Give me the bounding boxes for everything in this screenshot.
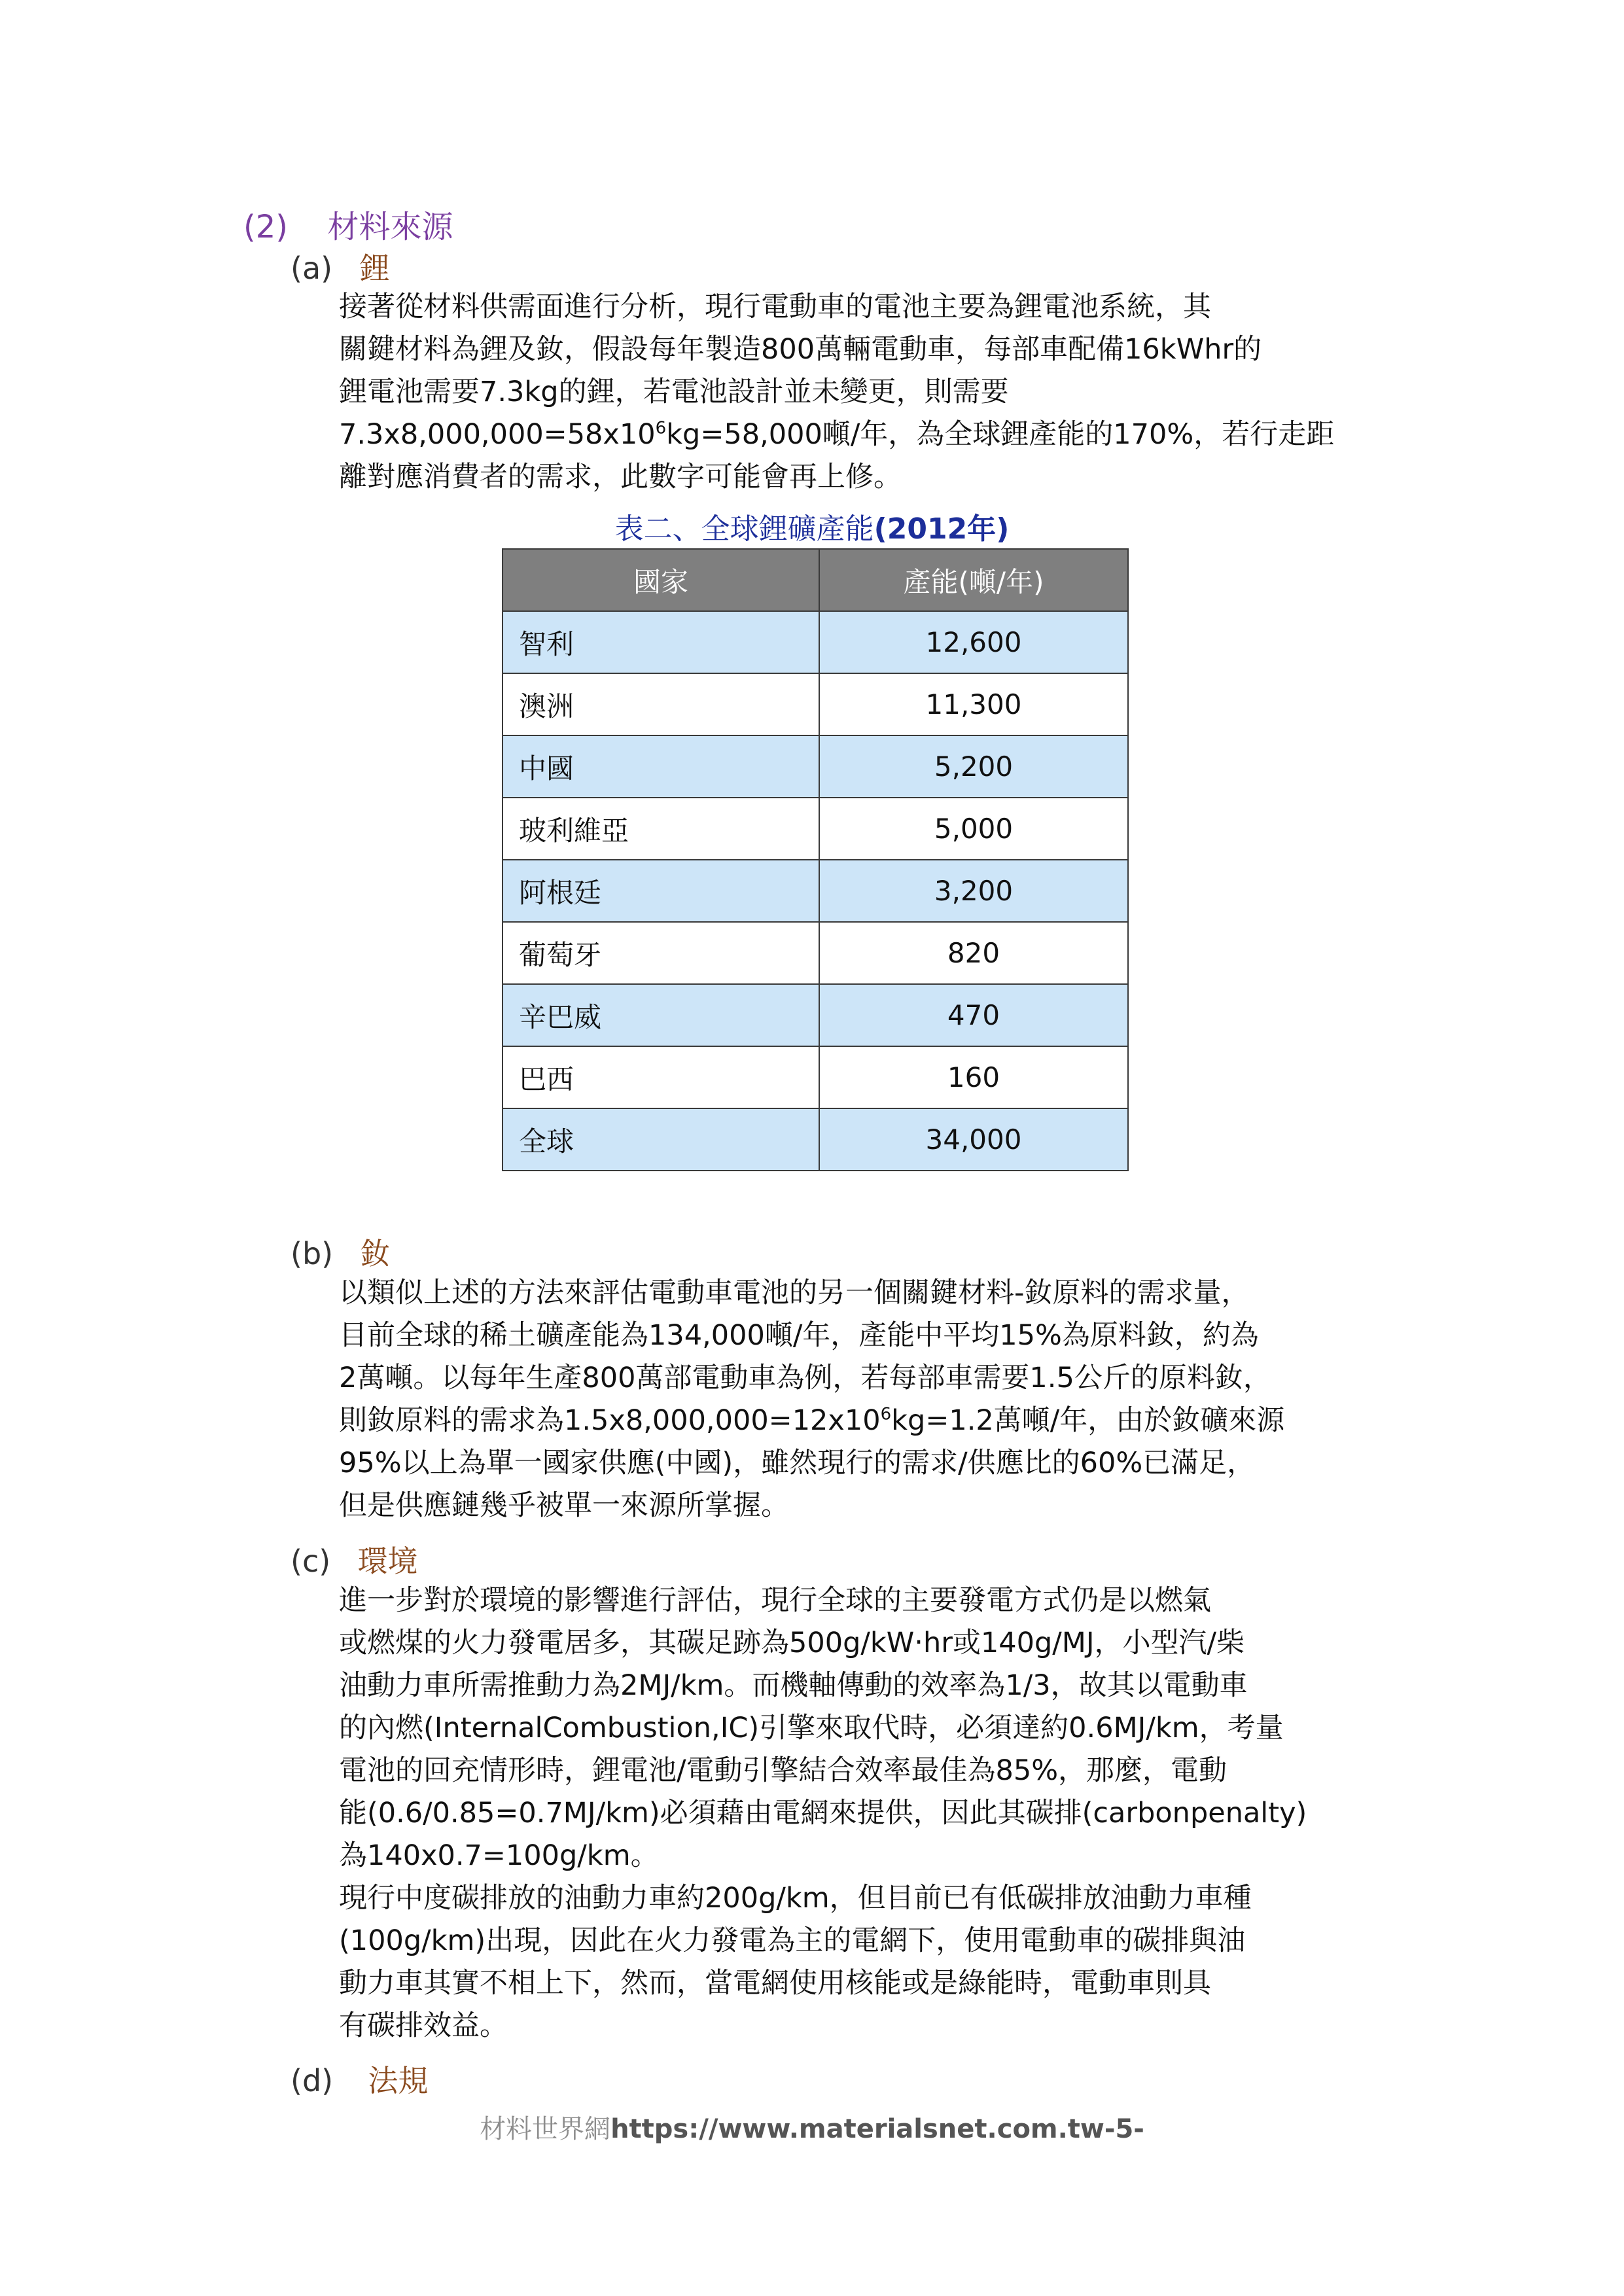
exponent: 6: [655, 418, 667, 438]
value-cell: 470: [819, 984, 1128, 1046]
footer-url[interactable]: https://www.materialsnet.com.tw: [610, 2114, 1104, 2144]
subsection-marker: (d): [291, 2063, 334, 2098]
paragraph-line: 電池的回充情形時，鋰電池/電動引擎結合效率最佳為85%，那麼，電動: [339, 1754, 1227, 1787]
section-number: (2): [243, 209, 288, 245]
table-row: [503, 922, 1128, 984]
table-row: [503, 611, 1128, 673]
paragraph-line: 95%以上為單一國家供應(中國)，雖然現行的需求/供應比的60%已滿足，: [339, 1447, 1256, 1479]
header-capacity: 產能(噸/年): [819, 549, 1128, 611]
paragraph-line: 的內燃(InternalCombustion,IC)引擎來取代時，必須達約0.6MJ/km，考量: [339, 1712, 1284, 1744]
subsection-neodymium-heading: [291, 1230, 390, 1273]
table-row: [503, 735, 1128, 798]
country-cell: 中國: [503, 735, 819, 798]
paragraph-line: 目前全球的稀土礦產能為134,000噸/年，產能中平均15%為原料釹，約為: [339, 1319, 1259, 1352]
paragraph-line: [339, 414, 1334, 456]
paragraph-line: 或燃煤的火力發電居多，其碳足跡為500g/kW‧hr或140g/MJ，小型汽/柴: [339, 1627, 1244, 1659]
value-cell: 820: [819, 922, 1128, 984]
footer-site-name: 材料世界網: [480, 2114, 611, 2144]
section-heading: [243, 202, 453, 247]
formula-text: 7.3x8,000,000=58x10: [339, 418, 656, 451]
lithium-paragraph: [339, 286, 1334, 499]
table-row-total: [503, 1108, 1128, 1171]
paragraph-line: (100g/km)出現，因此在火力發電為主的電網下，使用電動車的碳排與油: [339, 1924, 1246, 1957]
header-country: 國家: [503, 549, 819, 611]
subsection-title: 鋰: [359, 251, 390, 286]
formula-text: kg=58,000噸/年，為全球鋰產能的170%，若行走距: [666, 418, 1335, 451]
table-row: [503, 673, 1128, 735]
subsection-marker: (b): [291, 1236, 334, 1271]
paragraph-line: 有碳排效益。: [339, 2009, 508, 2042]
neodymium-paragraph: [339, 1272, 1284, 1527]
paragraph-line: [339, 1400, 1284, 1442]
value-cell: 12,600: [819, 611, 1128, 673]
subsection-title: 環境: [357, 1544, 418, 1579]
table-caption-prefix: 表二、全球鋰礦產能: [614, 512, 874, 546]
formula-text: 則釹原料的需求為1.5x8,000,000=12x10: [339, 1404, 881, 1437]
paragraph-line: 接著從材料供需面進行分析，現行電動車的電池主要為鋰電池系統，其: [339, 291, 1211, 323]
table-row: [503, 984, 1128, 1046]
table-row: [503, 1046, 1128, 1108]
subsection-marker: (a): [291, 251, 333, 286]
paragraph-line: 現行中度碳排放的油動力車約200g/km，但目前已有低碳排放油動力車種: [339, 1882, 1252, 1915]
table-row: [503, 860, 1128, 922]
country-cell: 巴西: [503, 1046, 819, 1108]
table-caption-year: (2012年): [874, 512, 1010, 546]
subsection-marker: (c): [291, 1544, 331, 1579]
value-cell: 3,200: [819, 860, 1128, 922]
paragraph-line: 動力車其實不相上下，然而，當電網使用核能或是綠能時，電動車則具: [339, 1967, 1211, 2000]
paragraph-line: 關鍵材料為鋰及釹，假設每年製造800萬輛電動車，每部車配備16kWhr的: [339, 333, 1262, 366]
lithium-capacity-table: [502, 548, 1129, 1171]
paragraph-line: 進一步對於環境的影響進行評估，現行全球的主要發電方式仍是以燃氣: [339, 1584, 1211, 1617]
country-cell: 全球: [503, 1108, 819, 1171]
table-row: [503, 798, 1128, 860]
table-header-row: [503, 549, 1128, 611]
paragraph-line: 能(0.6/0.85=0.7MJ/km)必須藉由電網來提供，因此其碳排(carbonpenalty): [339, 1797, 1307, 1829]
paragraph-line: 2萬噸。以每年生產800萬部電動車為例，若每部車需要1.5公斤的原料釹，: [339, 1362, 1271, 1394]
section-title: 材料來源: [327, 209, 453, 245]
subsection-title: 法規: [368, 2063, 429, 2098]
country-cell: 智利: [503, 611, 819, 673]
country-cell: 澳洲: [503, 673, 819, 735]
country-cell: 玻利維亞: [503, 798, 819, 860]
paragraph-line: 以類似上述的方法來評估電動車電池的另一個關鍵材料-釹原料的需求量，: [339, 1277, 1250, 1309]
table-caption: [0, 505, 1624, 547]
paragraph-line: 離對應消費者的需求，此數字可能會再上修。: [339, 461, 902, 493]
country-cell: 辛巴威: [503, 984, 819, 1046]
subsection-lithium-heading: [291, 245, 389, 288]
page-footer: [0, 2108, 1624, 2146]
paragraph-line: 為140x0.7=100g/km。: [339, 1839, 659, 1872]
exponent: 6: [880, 1404, 892, 1424]
subsection-environment-heading: [291, 1538, 417, 1581]
value-cell: 34,000: [819, 1108, 1128, 1171]
footer-page-number: -5-: [1104, 2114, 1144, 2144]
value-cell: 5,200: [819, 735, 1128, 798]
paragraph-line: 但是供應鏈幾乎被單一來源所掌握。: [339, 1489, 789, 1522]
paragraph-line: 鋰電池需要7.3kg的鋰，若電池設計並未變更，則需要: [339, 376, 1009, 408]
formula-text: kg=1.2萬噸/年，由於釹礦來源: [891, 1404, 1285, 1437]
value-cell: 11,300: [819, 673, 1128, 735]
value-cell: 160: [819, 1046, 1128, 1108]
subsection-title: 釹: [360, 1236, 391, 1271]
environment-paragraph: [339, 1580, 1307, 2047]
paragraph-line: 油動力車所需推動力為2MJ/km。而機軸傳動的效率為1/3，故其以電動車: [339, 1669, 1248, 1702]
country-cell: 葡萄牙: [503, 922, 819, 984]
value-cell: 5,000: [819, 798, 1128, 860]
country-cell: 阿根廷: [503, 860, 819, 922]
subsection-regulation-heading: [291, 2057, 428, 2100]
